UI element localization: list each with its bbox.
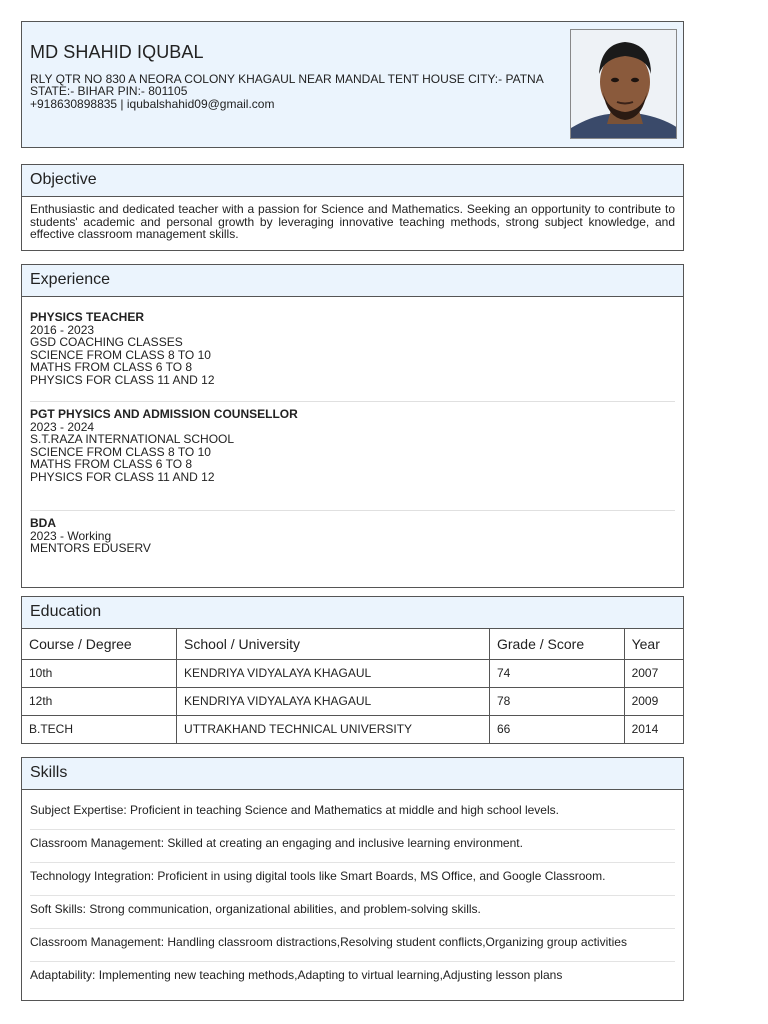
skill-divider (30, 829, 675, 830)
table-cell: 2007 (624, 659, 683, 687)
table-cell: KENDRIYA VIDYALAYA KHAGAUL (177, 659, 490, 687)
job-detail: MATHS FROM CLASS 6 TO 8 (30, 457, 193, 472)
education-heading: Education (22, 597, 683, 629)
job-dates: 2023 - 2024 (30, 419, 95, 434)
table-cell: 2009 (624, 687, 683, 715)
skill-item: Subject Expertise: Proficient in teaching Science and Mathematics at middle and high school levels. (30, 803, 559, 817)
job-title: PHYSICS TEACHER (30, 310, 145, 324)
job-title: BDA (30, 516, 56, 530)
skill-item: Technology Integration: Proficient in using digital tools like Smart Boards, MS Office, and Google Classroom. (30, 869, 606, 883)
job-organization: GSD COACHING CLASSES (30, 335, 183, 350)
skill-divider (30, 928, 675, 929)
table-header-row (22, 629, 683, 659)
skill-divider (30, 961, 675, 962)
table-cell: 66 (489, 715, 624, 743)
objective-section (21, 164, 684, 251)
table-row (22, 687, 683, 715)
column-header: School / University (177, 629, 490, 659)
table-cell: UTTRAKHAND TECHNICAL UNIVERSITY (177, 715, 490, 743)
skill-item: Soft Skills: Strong communication, organizational abilities, and problem-solving skills. (30, 902, 481, 916)
contact-line: +918630898835 | iqubalshahid09@gmail.com (30, 97, 275, 111)
address-line-2: STATE:- BIHAR PIN:- 801105 (30, 84, 188, 98)
table-cell: B.TECH (22, 715, 177, 743)
entry-divider (30, 510, 675, 511)
candidate-name: MD SHAHID IQUBAL (30, 42, 204, 62)
column-header: Course / Degree (22, 629, 177, 659)
skill-item: Classroom Management: Skilled at creating an engaging and inclusive learning environment. (30, 836, 523, 850)
experience-entry (30, 517, 675, 555)
profile-photo-portrait (571, 30, 677, 139)
job-dates: 2016 - 2023 (30, 322, 95, 337)
skill-item: Adaptability: Implementing new teaching methods,Adapting to virtual learning,Adjusting lesson plans (30, 968, 563, 982)
table-row (22, 715, 683, 743)
table-cell: 10th (22, 659, 177, 687)
skill-divider (30, 895, 675, 896)
job-title: PGT PHYSICS AND ADMISSION COUNSELLOR (30, 407, 298, 421)
skill-item: Classroom Management: Handling classroom distractions,Resolving student conflicts,Organizing group activities (30, 935, 627, 949)
job-detail: SCIENCE FROM CLASS 8 TO 10 (30, 444, 211, 459)
job-organization: MENTORS EDUSERV (30, 541, 151, 556)
address-line-1: RLY QTR NO 830 A NEORA COLONY KHAGAUL NEAR MANDAL TENT HOUSE CITY:- PATNA (30, 72, 544, 86)
table-row (22, 659, 683, 687)
education-table (22, 629, 683, 743)
column-header: Year (624, 629, 683, 659)
job-detail: MATHS FROM CLASS 6 TO 8 (30, 360, 193, 375)
table-cell: KENDRIYA VIDYALAYA KHAGAUL (177, 687, 490, 715)
job-detail: PHYSICS FOR CLASS 11 AND 12 (30, 469, 215, 484)
experience-heading: Experience (22, 265, 683, 297)
column-header: Grade / Score (489, 629, 624, 659)
education-section (21, 596, 684, 744)
profile-photo (570, 29, 677, 139)
table-cell: 74 (489, 659, 624, 687)
objective-text: Enthusiastic and dedicated teacher with a passion for Science and Mathematics. Seeking an opportunity to contribute to students' academic and personal growth by leveraging innovative teaching methods, strong subject knowledge, and effective classroom management skills. (30, 202, 675, 241)
skill-divider (30, 862, 675, 863)
resume-header (21, 21, 684, 148)
table-cell: 12th (22, 687, 177, 715)
skills-section (21, 757, 684, 1001)
table-cell: 78 (489, 687, 624, 715)
job-detail: SCIENCE FROM CLASS 8 TO 10 (30, 347, 211, 362)
table-cell: 2014 (631, 722, 659, 737)
skills-heading: Skills (22, 758, 683, 790)
experience-entry (30, 311, 675, 387)
job-organization: S.T.RAZA INTERNATIONAL SCHOOL (30, 432, 235, 447)
experience-section (21, 264, 684, 588)
experience-entry (30, 408, 675, 484)
objective-heading: Objective (22, 165, 683, 197)
entry-divider (30, 401, 675, 402)
job-detail: PHYSICS FOR CLASS 11 AND 12 (30, 372, 215, 387)
job-dates: 2023 - Working (30, 528, 112, 543)
